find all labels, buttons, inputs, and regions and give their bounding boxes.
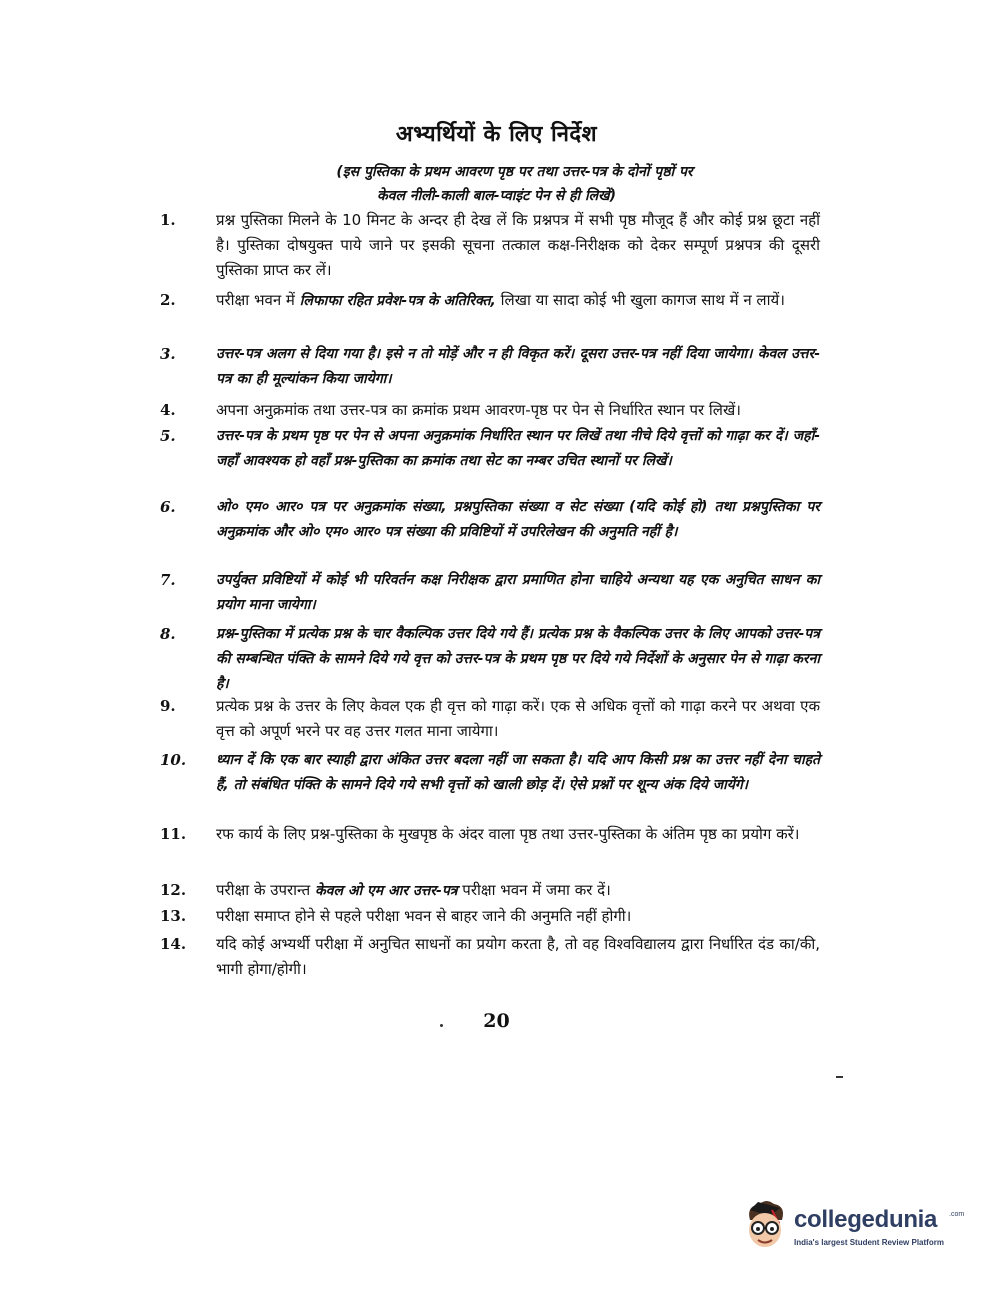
instruction-item-13 — [160, 904, 820, 929]
item-number: 9. — [160, 697, 176, 715]
mascot-logo-icon — [736, 1198, 792, 1256]
item-number: 14. — [160, 935, 187, 953]
item-text-part: परीक्षा भवन में जमा कर दें। — [462, 881, 611, 899]
item-text — [216, 878, 820, 904]
scan-mark — [836, 1076, 843, 1078]
instruction-item-11 — [160, 822, 820, 847]
page-title: अभ्यर्थियों के लिए निर्देश — [395, 121, 598, 147]
instruction-item-1 — [160, 208, 820, 283]
instruction-item-14 — [160, 932, 820, 982]
item-text: प्रश्न पुस्तिका मिलने के 10 मिनट के अन्दर ही देख लें कि प्रश्नपत्र में सभी पृष्ठ मौजूद हैं और कोई प्रश्न छूटा नहीं है। पुस्तिका दोषयुक्त पाये जाने पर इसकी सूचना तत्काल कक्ष-निरीक्षक को देकर सम्पूर्ण प्रश्नपत्र की दूसरी पुस्तिका प्राप्त कर लें। — [216, 211, 820, 279]
subtitle-line-1: (इस पुस्तिका के प्रथम आवरण पृष्ठ पर तथा उत्तर-पत्र के दोनों पृष्ठों पर — [336, 164, 693, 180]
item-number: 6. — [160, 498, 176, 516]
item-number: 13. — [160, 907, 187, 925]
item-text-part: परीक्षा भवन में — [216, 291, 295, 309]
instruction-item-4 — [160, 398, 820, 423]
item-text: ओ० एम० आर० पत्र पर अनुक्रमांक संख्या, प्रश्नपुस्तिका संख्या व सेट संख्या (यदि कोई हो) तथा प्रश्नपुस्तिका पर अनुक्रमांक और ओ० एम० आर० पत्र संख्या की प्रविष्टियों में उपरिलेखन की अनुमति नहीं है। — [216, 499, 820, 540]
item-text: प्रत्येक प्रश्न के उत्तर के लिए केवल एक ही वृत्त को गाढ़ा करें। एक से अधिक वृत्तों को गाढ़ा करने पर अथवा एक वृत्त को अपूर्ण भरने पर वह उत्तर गलत माना जायेगा। — [216, 697, 820, 740]
instruction-item-8 — [160, 622, 820, 697]
instruction-item-5 — [160, 424, 820, 474]
item-number: 1. — [160, 211, 176, 229]
item-text: अपना अनुक्रमांक तथा उत्तर-पत्र का क्रमांक प्रथम आवरण-पृष्ठ पर पेन से निर्धारित स्थान पर लिखें। — [216, 401, 741, 419]
item-number: 7. — [160, 571, 176, 589]
item-text: उत्तर-पत्र के प्रथम पृष्ठ पर पेन से अपना अनुक्रमांक निर्धारित स्थान पर लिखें तथा नीचे दिये वृत्तों को गाढ़ा कर दें। जहाँ-जहाँ आवश्यक हो वहाँ प्रश्न-पुस्तिका का क्रमांक तथा सेट का नम्बर उचित स्थानों पर लिखें। — [216, 428, 820, 469]
item-number: 3. — [160, 345, 176, 363]
brand-tagline: India's largest Student Review Platform — [794, 1238, 944, 1247]
brand-suffix: .com — [949, 1211, 965, 1218]
item-text: यदि कोई अभ्यर्थी परीक्षा में अनुचित साधनों का प्रयोग करता है, तो वह विश्वविद्यालय द्वारा निर्धारित दंड का/की, भागी होगा/होगी। — [216, 935, 820, 978]
item-text-emphasis: केवल ओ एम आर उत्तर-पत्र — [314, 883, 458, 899]
instruction-item-9 — [160, 694, 820, 744]
page-number: 20 — [483, 1010, 510, 1032]
collegedunia-watermark — [736, 1198, 966, 1258]
item-text — [216, 288, 820, 314]
item-text: परीक्षा समाप्त होने से पहले परीक्षा भवन से बाहर जाने की अनुमति नहीं होगी। — [216, 907, 632, 925]
item-text-part: लिखा या सादा कोई भी खुला कागज साथ में न लायें। — [500, 291, 785, 309]
item-text: ध्यान दें कि एक बार स्याही द्वारा अंकित उत्तर बदला नहीं जा सकता है। यदि आप किसी प्रश्न का उत्तर नहीं देना चाहते हैं, तो संबंधित पंक्ति के सामने दिये गये सभी वृत्तों को खाली छोड़ दें। ऐसे प्रश्नों पर शून्य अंक दिये जायेंगे। — [216, 752, 820, 793]
item-number: 5. — [160, 427, 176, 445]
item-text: उत्तर-पत्र अलग से दिया गया है। इसे न तो मोड़ें और न ही विकृत करें। दूसरा उत्तर-पत्र नहीं दिया जायेगा। केवल उत्तर-पत्र का ही मूल्यांकन किया जायेगा। — [216, 346, 820, 387]
item-text: प्रश्न-पुस्तिका में प्रत्येक प्रश्न के चार वैकल्पिक उत्तर दिये गये हैं। प्रत्येक प्रश्न के वैकल्पिक उत्तर के लिए आपको उत्तर-पत्र की सम्बन्धित पंक्ति के सामने दिये गये वृत्त को उत्तर-पत्र के प्रथम पृष्ठ पर दिये गये निर्देशों के अनुसार पेन से गाढ़ा करना है। — [216, 626, 820, 692]
instruction-item-3 — [160, 342, 820, 392]
item-number: 8. — [160, 625, 176, 643]
item-text: रफ कार्य के लिए प्रश्न-पुस्तिका के मुखपृष्ठ के अंदर वाला पृष्ठ तथा उत्तर-पुस्तिका के अंतिम पृष्ठ का प्रयोग करें। — [216, 825, 800, 843]
item-text-part: परीक्षा के उपरान्त — [216, 881, 311, 899]
instruction-item-12 — [160, 878, 820, 904]
item-text: उपर्युक्त प्रविष्टियों में कोई भी परिवर्तन कक्ष निरीक्षक द्वारा प्रमाणित होना चाहिये अन्यथा यह एक अनुचित साधन का प्रयोग माना जायेगा। — [216, 572, 820, 613]
instruction-item-6 — [160, 495, 820, 545]
subtitle-line-2: केवल नीली-काली बाल-प्वाइंट पेन से ही लिखें) — [376, 188, 617, 204]
brand-name: collegedunia — [794, 1206, 938, 1233]
instruction-item-10 — [160, 748, 820, 798]
item-number: 12. — [160, 881, 187, 899]
item-number: 10. — [160, 751, 187, 769]
item-number: 4. — [160, 401, 176, 419]
item-number: 11. — [160, 825, 187, 843]
item-text-emphasis: लिफाफा रहित प्रवेश-पत्र के अतिरिक्त, — [299, 293, 496, 309]
instruction-item-7 — [160, 568, 820, 618]
instruction-item-2 — [160, 288, 820, 314]
item-number: 2. — [160, 291, 176, 309]
